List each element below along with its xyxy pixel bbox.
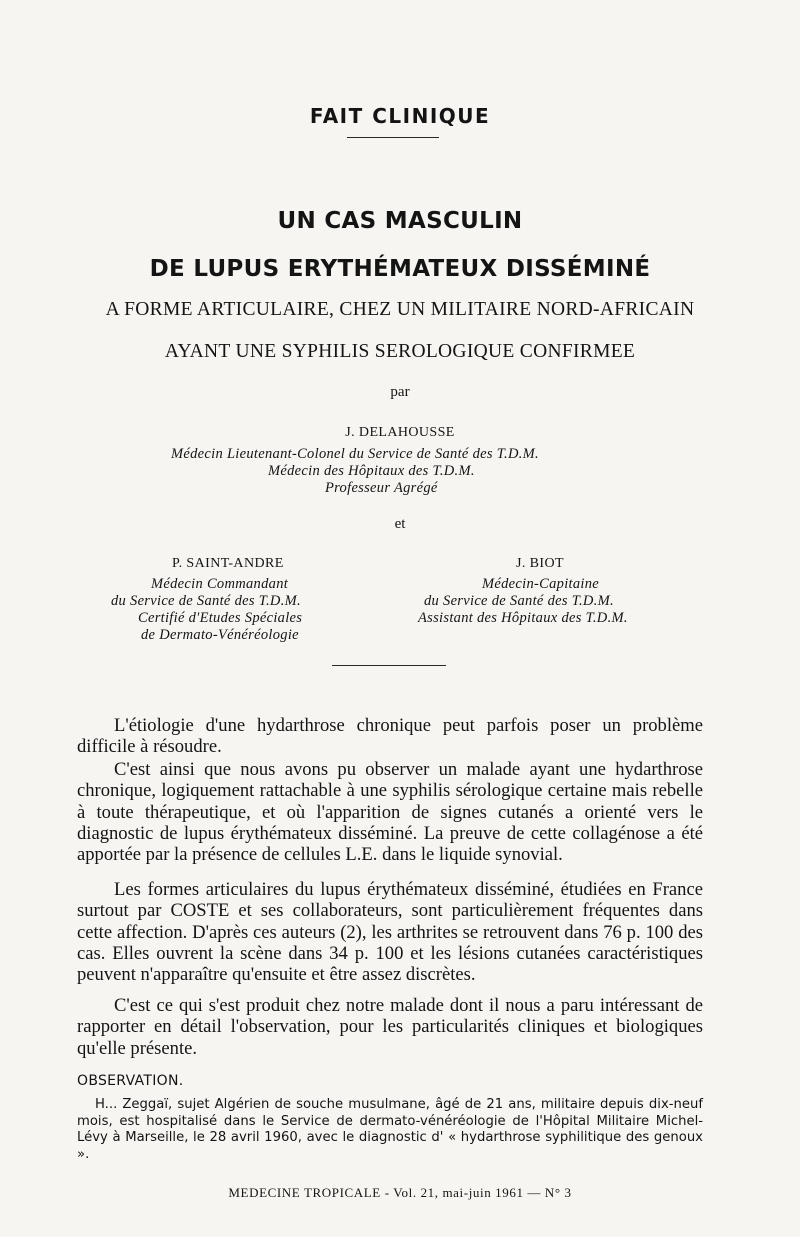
observation-text: H... Zeggaï, sujet Algérien de souche musulmane, âgé de 21 ans, militaire depuis dix-neuf mois, est hospitalisé dans le Service de dermato-vénéréologie de l'Hôpital Militaire Michel-Lévy à Marseille, le 28 avril 1960, avec le diagnostic d' « hydarthrose syphilitique des genoux ». <box>77 1097 703 1162</box>
body-paragraph-1: L'étiologie d'une hydarthrose chronique peut parfois poser un problème difficile à résoudre. <box>77 715 703 758</box>
author-main-name: J. DELAHOUSSE <box>345 425 455 440</box>
observation-heading: OBSERVATION. <box>77 1073 184 1089</box>
author-left-affiliation-3: Certifié d'Etudes Spéciales <box>138 610 303 626</box>
author-main-affiliation-1: Médecin Lieutenant-Colonel du Service de Santé des T.D.M. <box>171 446 539 462</box>
body-paragraph-2: C'est ainsi que nous avons pu observer un malade ayant une hydarthrose chronique, logiquement rattachable à une syphilis sérologique certaine mais rebelle à toute thérapeutique, et où l'apparition de signes cutanés a orienté vers le diagnostic de lupus érythémateux disséminé. La preuve de cette collagénose a été apportée par la présence de cellules L.E. dans le liquide synovial. <box>77 759 703 866</box>
author-left-affiliation-2: du Service de Santé des T.D.M. <box>111 593 301 609</box>
article-title-line-2: DE LUPUS ERYTHÉMATEUX DISSÉMINÉ <box>149 256 651 282</box>
author-left-affiliation-4: de Dermato-Vénéréologie <box>141 627 299 643</box>
author-main-affiliation-2: Médecin des Hôpitaux des T.D.M. <box>268 463 475 479</box>
section-kicker: FAIT CLINIQUE <box>309 104 491 128</box>
author-right-affiliation-1: Médecin-Capitaine <box>482 576 600 592</box>
author-main-affiliation-3: Professeur Agrégé <box>325 480 438 496</box>
divider-top <box>347 137 439 138</box>
author-right-affiliation-3: Assistant des Hôpitaux des T.D.M. <box>418 610 628 626</box>
article-title-line-1: UN CAS MASCULIN <box>277 208 523 234</box>
byline-par: par <box>390 384 410 400</box>
article-subtitle-line-1: A FORME ARTICULAIRE, CHEZ UN MILITAIRE NORD-AFRICAIN <box>105 299 695 320</box>
author-left-name: P. SAINT-ANDRE <box>172 556 284 571</box>
author-right-name: J. BIOT <box>516 556 564 571</box>
body-paragraph-4: C'est ce qui s'est produit chez notre malade dont il nous a paru intéressant de rapporter en détail l'observation, pour les particularités cliniques et biologiques qu'elle présente. <box>77 995 703 1059</box>
divider-middle <box>332 665 446 666</box>
byline-et: et <box>394 516 406 532</box>
article-subtitle-line-2: AYANT UNE SYPHILIS SEROLOGIQUE CONFIRMEE <box>164 341 636 362</box>
journal-footer: MEDECINE TROPICALE - Vol. 21, mai-juin 1961 — N° 3 <box>228 1185 572 1200</box>
body-paragraph-3: Les formes articulaires du lupus érythémateux disséminé, étudiées en France surtout par COSTE et ses collaborateurs, sont particulièrement fréquentes dans cette affection. D'après ces auteurs (2), les arthrites se retrouvent dans 76 p. 100 des cas. Elles ouvrent la scène dans 34 p. 100 et les lésions cutanées caractéristiques peuvent n'apparaître qu'ensuite et être assez discrètes. <box>77 879 703 986</box>
author-left-affiliation-1: Médecin Commandant <box>151 576 289 592</box>
author-right-affiliation-2: du Service de Santé des T.D.M. <box>424 593 614 609</box>
